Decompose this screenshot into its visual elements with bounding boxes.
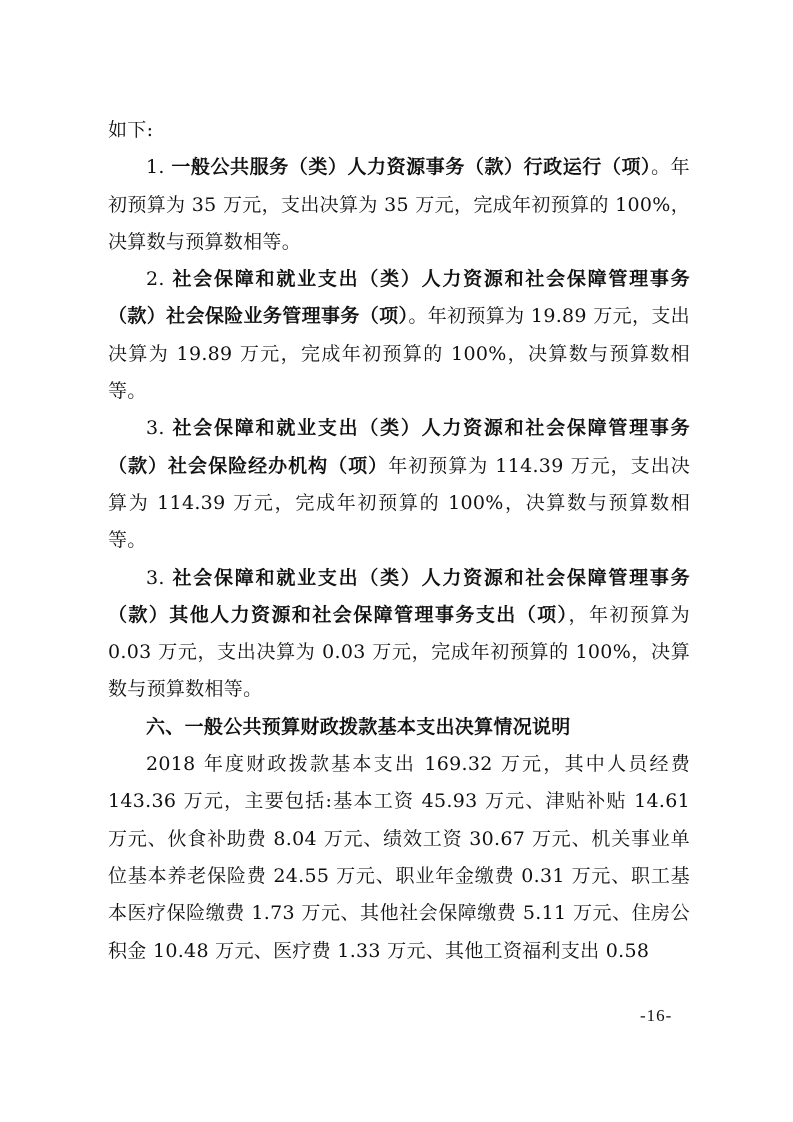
- budget-item-3: [108, 410, 690, 559]
- item-number: 3.: [146, 417, 165, 440]
- item-body: 年初预算为 35 万元，支出决算为 35 万元，完成年初预算的 100%，决算数与预算数相等。: [108, 156, 690, 253]
- budget-item-2: [108, 261, 690, 410]
- item-number: 1.: [146, 156, 165, 179]
- item-body: 年初预算为 19.89 万元，支出决算为 19.89 万元，完成年初预算的 100%，决算数与预算数相等。: [108, 305, 690, 403]
- section-body: 2018 年度财政拨款基本支出 169.32 万元，其中人员经费 143.36 万元，主要包括:基本工资 45.93 万元、津贴补贴 14.61 万元、伙食补助费 8.04 万元、绩效工资 30.67 万元、机关事业单位基本养老保险费 24.55 万元、职业年金缴费 0.31 万元、职工基本医疗保险缴费 1.73 万元、其他社会保障缴费 5.11 万元、住房公积金 10.48 万元、医疗费 1.33 万元、其他工资福利支出 0.58: [108, 753, 690, 962]
- item-title: 社会保障和就业支出（类）人力资源和社会保障管理事务（款）社会保险经办机构（项）: [108, 417, 690, 477]
- document-body: [108, 112, 690, 970]
- item-body: 年初预算为 0.03 万元，支出决算为 0.03 万元，完成年初预算的 100%，决算数与预算数相等。: [108, 603, 690, 701]
- budget-item-4: [108, 560, 690, 709]
- item-title: 社会保障和就业支出（类）人力资源和社会保障管理事务（款）社会保险业务管理事务（项）: [108, 268, 690, 328]
- item-separator: 。: [651, 156, 671, 179]
- intro-text: 如下:: [108, 119, 154, 141]
- item-number: 3.: [146, 566, 165, 589]
- section-heading: 六、一般公共预算财政拨款基本支出决算情况说明: [146, 715, 571, 738]
- budget-item-1: [108, 149, 690, 261]
- item-separator: 。: [408, 305, 428, 328]
- item-number: 2.: [146, 268, 165, 291]
- item-separator: ，: [568, 603, 589, 626]
- item-body: 年初预算为 114.39 万元，支出决算为 114.39 万元，完成年初预算的 100%，决算数与预算数相等。: [108, 454, 691, 552]
- item-title: 一般公共服务（类）人力资源事务（款）行政运行（项）: [171, 156, 652, 179]
- item-title: 社会保障和就业支出（类）人力资源和社会保障管理事务（款）其他人力资源和社会保障管理事务支出（项）: [108, 566, 690, 626]
- page-number: -16-: [640, 1006, 673, 1025]
